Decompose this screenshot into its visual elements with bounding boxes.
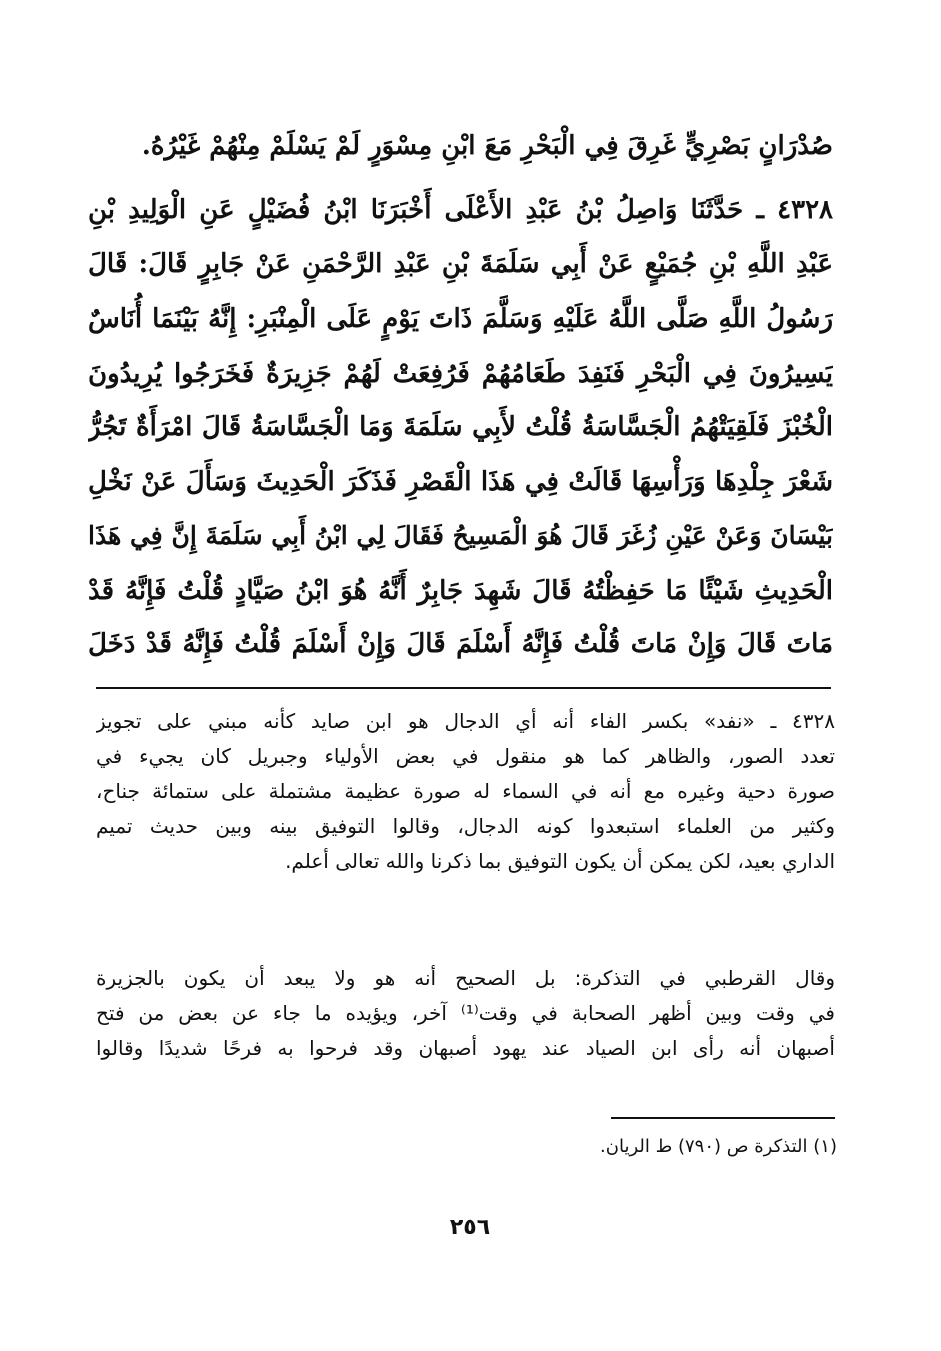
section-divider [96,687,831,689]
commentary-line: صورة دحية وغيره مع أنه في السماء له صورة عظيمة مشتملة على ستمائة جناح، [96,779,835,803]
commentary-paragraph [96,704,835,879]
footnote: (١) التذكرة ص (٧٩٠) ط الريان. [600,1136,837,1157]
commentary-line: وكثير من العلماء استبعدوا كونه الدجال، وقالوا التوفيق بينه وبين حديث تميم [96,814,835,838]
hadith-line: بَيْسَانَ وَعَنْ عَيْنِ زُغَرَ قَالَ هُوَ الْمَسِيحُ فَقَالَ لِي ابْنُ أَبِي سَلَمَةَ إِنَّ فِي هَذَا [88,521,833,550]
page-number: ٢٥٦ [449,1215,491,1240]
commentary-line: الداري بعيد، لكن يمكن أن يكون التوفيق بما ذكرنا والله تعالى أعلم. [285,849,835,873]
hadith-line: عَبْدِ اللَّهِ بْنِ جُمَيْعٍ عَنْ أَبِي سَلَمَةَ بْنِ عَبْدِ الرَّحْمَنِ عَنْ جَابِرٍ قَالَ: قَالَ [88,249,833,279]
commentary-line: وقال القرطبي في التذكرة: بل الصحيح أنه هو ولا يبعد أن يكون بالجزيرة [96,966,835,990]
hadith-line: صُدْرَانٍ بَصْرِيٍّ غَرِقَ فِي الْبَحْرِ مَعَ ابْنِ مِسْوَرٍ لَمْ يَسْلَمْ مِنْهُمْ غَيْرُهُ. [141,131,833,161]
hadith-line: الْحَدِيثِ شَيْئًا مَا حَفِظْتُهُ قَالَ شَهِدَ جَابِرٌ أَنَّهُ هُوَ ابْنُ صَيَّادٍ قُلْتُ فَإِنَّهُ قَدْ [88,576,833,606]
hadith-line: يَسِيرُونَ فِي الْبَحْرِ فَنَفِدَ طَعَامُهُمْ فَرُفِعَتْ لَهُمْ جَزِيرَةٌ فَخَرَجُوا يُرِيدُونَ [88,359,833,389]
hadith-line: مَاتَ قَالَ وَإِنْ مَاتَ قُلْتُ فَإِنَّهُ أَسْلَمَ قَالَ وَإِنْ أَسْلَمَ قُلْتُ فَإِنَّهُ قَدْ دَخَلَ [88,629,833,659]
hadith-line: الْخُبْزَ فَلَقِيَتْهُمُ الْجَسَّاسَةُ قُلْتُ لأَبِي سَلَمَةَ وَمَا الْجَسَّاسَةُ قَالَ امْرَأَةٌ تَجُرُّ [88,412,833,442]
commentary-line: أصبهان أنه رأى ابن الصياد عند يهود أصبهان وقد فرحوا به فرحًا شديدًا وقالوا [96,1036,835,1060]
commentary-line: تعدد الصور، والظاهر كما هو منقول في بعض الأولياء وجبريل كان يجيء في [96,744,835,768]
hadith-line: ٤٣٢٨ ـ حَدَّثَنَا وَاصِلُ بْنُ عَبْدِ الأَعْلَى أَخْبَرَنَا ابْنُ فُضَيْلٍ عَنِ الْوَلِيدِ بْنِ [88,195,833,225]
footnote-divider [611,1117,835,1119]
hadith-line: رَسُولُ اللَّهِ صَلَّى اللَّهُ عَلَيْهِ وَسَلَّمَ ذَاتَ يَوْمٍ عَلَى الْمِنْبَرِ: إِنَّهُ بَيْنَمَا أُنَاسٌ [88,304,833,334]
hadith-line: شَعْرَ جِلْدِهَا وَرَأْسِهَا قَالَتْ فِي هَذَا الْقَصْرِ فَذَكَرَ الْحَدِيثَ وَسَأَلَ عَنْ نَخْلِ [88,467,833,497]
commentary-paragraph [96,961,835,1066]
commentary-line: ٤٣٢٨ ـ «نفد» بكسر الفاء أنه أي الدجال هو ابن صايد كأنه مبني على تجويز [96,709,835,733]
commentary-line: في وقت وبين أظهر الصحابة في وقت⁽¹⁾ آخر، ويؤيده ما جاء عن بعض من فتح [96,1001,835,1025]
